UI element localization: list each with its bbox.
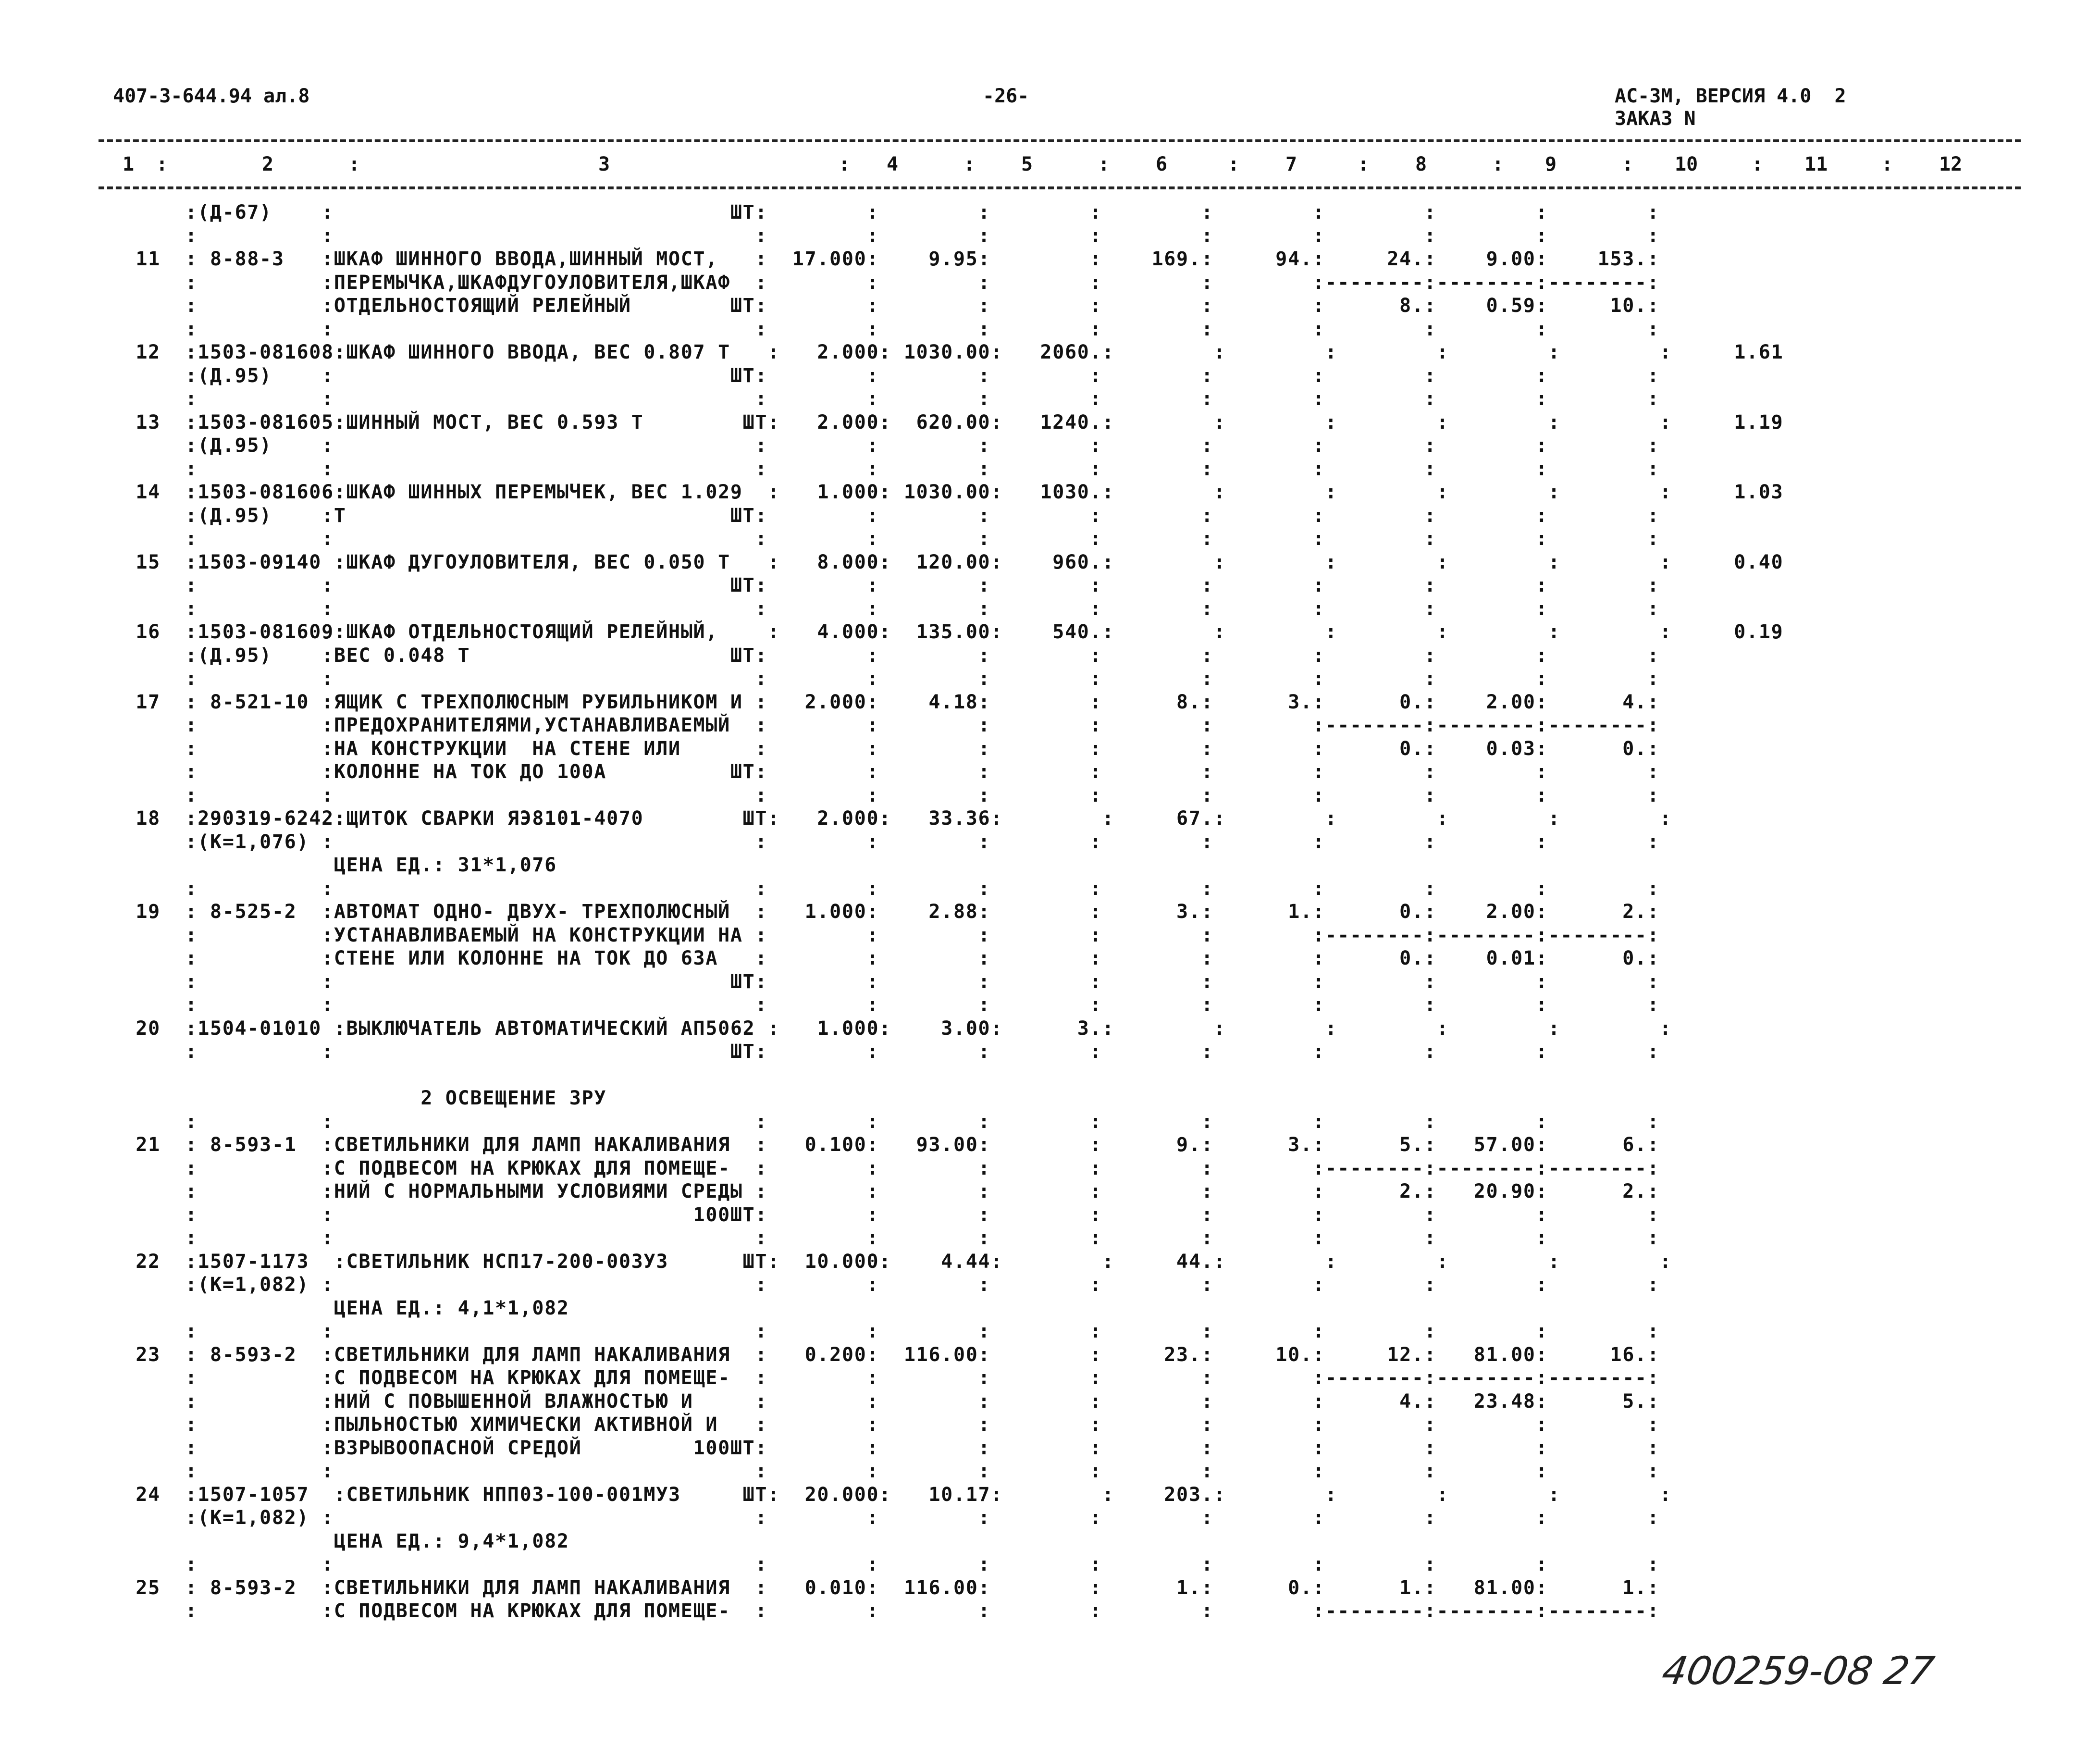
table-line: 13 :1503-081605:ШИННЫЙ МОСТ, ВЕС 0.593 Т ШТ: 2.000: 620.00: 1240.: : : : : : 1.19 (99, 411, 1784, 434)
column-header-9: 9 (1545, 153, 1557, 175)
table-line: :(К=1,082) : : : : : : : : : : (99, 1507, 1660, 1529)
estimate-table-body (99, 201, 1783, 1623)
table-line: : : : : : : : : : : : (99, 388, 1660, 410)
table-line: 21 : 8-593-1 :СВЕТИЛЬНИКИ ДЛЯ ЛАМП НАКАЛИВАНИЯ : 0.100: 93.00: : 9.: 3.: 5.: 57.00: 6.: (99, 1134, 1660, 1156)
column-header-7: 7 (1285, 153, 1297, 175)
column-header-11: 11 (1804, 153, 1828, 175)
table-line: :(К=1,076) : : : : : : : : : : (99, 830, 1660, 853)
table-line: 12 :1503-081608:ШКАФ ШИННОГО ВВОДА, ВЕС 0.807 Т : 2.000: 1030.00: 2060.: : : : : : 1.61 (99, 341, 1784, 363)
column-separator: : (1622, 153, 1634, 175)
table-line: :(Д.95) :ВЕС 0.048 Т ШТ: : : : : : : : : (99, 644, 1660, 667)
column-separator: : (1098, 153, 1110, 175)
table-line: 16 :1503-081609:ШКАФ ОТДЕЛЬНОСТОЯЩИЙ РЕЛЕЙНЫЙ, : 4.000: 135.00: 540.: : : : : : 0.19 (99, 621, 1784, 643)
table-line: : :ОТДЕЛЬНОСТОЯЩИЙ РЕЛЕЙНЫЙ ШТ: : : : : : 8.: 0.59: 10.: (99, 295, 1660, 317)
table-line: : :ПРЕДОХРАНИТЕЛЯМИ,УСТАНАВЛИВАЕМЫЙ : : : : : :--------:--------:--------: (99, 714, 1660, 736)
header-divider-bottom (99, 186, 2021, 189)
table-line: : :НА КОНСТРУКЦИИ НА СТЕНЕ ИЛИ : : : : : : 0.: 0.03: 0.: (99, 737, 1660, 760)
column-header-6: 6 (1156, 153, 1168, 175)
table-line: : : : : : : : : : : : (99, 458, 1660, 480)
column-header-2: 2 (262, 153, 274, 175)
table-line: :(Д.95) : ШТ: : : : : : : : : (99, 364, 1660, 387)
header-divider-top (99, 139, 2021, 142)
table-line: ЦЕНА ЕД.: 31*1,076 (99, 854, 557, 876)
page-number: -26- (983, 85, 1029, 107)
table-line: : :ВЗРЫВООПАСНОЙ СРЕДОЙ 100ШТ: : : : : : : : : (99, 1437, 1660, 1459)
table-line: : : : : : : : : : : : (99, 1553, 1660, 1575)
table-line: : : : : : : : : : : : (99, 877, 1660, 900)
table-line: :(Д.95) :Т ШТ: : : : : : : : : (99, 504, 1660, 527)
table-line: : : : : : : : : : : : (99, 1110, 1660, 1133)
table-line: : : : : : : : : : : : (99, 224, 1660, 247)
column-separator: : (1358, 153, 1370, 175)
table-line: : :УСТАНАВЛИВАЕМЫЙ НА КОНСТРУКЦИИ НА : : : : : :--------:--------:--------: (99, 924, 1660, 946)
table-line: 23 : 8-593-2 :СВЕТИЛЬНИКИ ДЛЯ ЛАМП НАКАЛИВАНИЯ : 0.200: 116.00: : 23.: 10.: 12.: 81.00: 16.: (99, 1343, 1660, 1366)
table-line: : : ШТ: : : : : : : : : (99, 574, 1660, 596)
column-separator: : (348, 153, 360, 175)
column-header-row (99, 153, 2021, 176)
table-line: : :НИЙ С ПОВЫШЕННОЙ ВЛАЖНОСТЬЮ И : : : : : : 4.: 23.48: 5.: (99, 1390, 1660, 1413)
column-header-1: 1 (123, 153, 135, 175)
table-line: ЦЕНА ЕД.: 4,1*1,082 (99, 1297, 569, 1319)
section-title: 2 ОСВЕЩЕНИЕ ЗРУ (99, 1087, 607, 1109)
order-label: ЗАКАЗ N (1615, 108, 1696, 130)
table-line: 25 : 8-593-2 :СВЕТИЛЬНИКИ ДЛЯ ЛАМП НАКАЛИВАНИЯ : 0.010: 116.00: : 1.: 0.: 1.: 81.00: 1.: (99, 1576, 1660, 1599)
table-line: 20 :1504-01010 :ВЫКЛЮЧАТЕЛЬ АВТОМАТИЧЕСКИЙ АП5062 : 1.000: 3.00: 3.: : : : : : (99, 1017, 1672, 1040)
column-header-12: 12 (1939, 153, 1963, 175)
table-line: : :НИЙ С НОРМАЛЬНЫМИ УСЛОВИЯМИ СРЕДЫ : : : : : : 2.: 20.90: 2.: (99, 1180, 1660, 1202)
table-line: : :С ПОДВЕСОМ НА КРЮКАХ ДЛЯ ПОМЕЩЕ- : : : : : :--------:--------:--------: (99, 1157, 1660, 1179)
table-line: 15 :1503-09140 :ШКАФ ДУГОУЛОВИТЕЛЯ, ВЕС 0.050 Т : 8.000: 120.00: 960.: : : : : : 0.40 (99, 551, 1784, 573)
table-line: : : : : : : : : : : : (99, 1460, 1660, 1482)
table-line: 18 :290319-6242:ЩИТОК СВАРКИ ЯЭ8101-4070 ШТ: 2.000: 33.36: : 67.: : : : : (99, 807, 1672, 830)
table-line: : : : : : : : : : : : (99, 668, 1660, 690)
column-separator: : (156, 153, 168, 175)
column-separator: : (1228, 153, 1240, 175)
column-separator: : (1752, 153, 1764, 175)
handwritten-sheet-number: 400259-08 27 (1658, 1648, 1938, 1693)
table-line: :(Д.95) : : : : : : : : : : (99, 434, 1660, 457)
table-line: 17 : 8-521-10 :ЯЩИК С ТРЕХПОЛЮСНЫМ РУБИЛЬНИКОМ И : 2.000: 4.18: : 8.: 3.: 0.: 2.00: 4.: (99, 691, 1660, 713)
table-line: 11 : 8-88-3 :ШКАФ ШИННОГО ВВОДА,ШИННЫЙ МОСТ, : 17.000: 9.95: : 169.: 94.: 24.: 9.00: 153.: (99, 248, 1660, 270)
table-line: : :СТЕНЕ ИЛИ КОЛОННЕ НА ТОК ДО 63А : : : : : : 0.: 0.01: 0.: (99, 947, 1660, 969)
table-line: 19 : 8-525-2 :АВТОМАТ ОДНО- ДВУХ- ТРЕХПОЛЮСНЫЙ : 1.000: 2.88: : 3.: 1.: 0.: 2.00: 2.: (99, 901, 1660, 923)
column-header-8: 8 (1415, 153, 1427, 175)
table-line: :(Д-67) : ШТ: : : : : : : : : (99, 201, 1660, 223)
table-line: 22 :1507-1173 :СВЕТИЛЬНИК НСП17-200-003УЗ ШТ: 10.000: 4.44: : 44.: : : : : (99, 1250, 1672, 1273)
column-header-3: 3 (598, 153, 610, 175)
table-line: : : : : : : : : : : : (99, 597, 1660, 620)
table-line: :(К=1,082) : : : : : : : : : : (99, 1274, 1660, 1296)
doc-code: 407-3-644.94 ал.8 (113, 85, 310, 107)
table-line: : : 100ШТ: : : : : : : : : (99, 1203, 1660, 1226)
table-line: : :ПЫЛЬНОСТЬЮ ХИМИЧЕСКИ АКТИВНОЙ И : : : : : : : : : (99, 1413, 1660, 1436)
table-line: 24 :1507-1057 :СВЕТИЛЬНИК НПП03-100-001МУЗ ШТ: 20.000: 10.17: : 203.: : : : : (99, 1483, 1672, 1506)
table-line: : : ШТ: : : : : : : : : (99, 1041, 1660, 1063)
table-line: : : : : : : : : : : : (99, 1320, 1660, 1342)
column-separator: : (1881, 153, 1893, 175)
table-line (99, 1064, 1783, 1087)
table-line: : :ПЕРЕМЫЧКА,ШКАФДУГОУЛОВИТЕЛЯ,ШКАФ : : : : : :--------:--------:--------: (99, 271, 1660, 294)
table-line: : :С ПОДВЕСОМ НА КРЮКАХ ДЛЯ ПОМЕЩЕ- : : : : : :--------:--------:--------: (99, 1600, 1660, 1622)
table-line: : : : : : : : : : : : (99, 784, 1660, 806)
table-line: : : : : : : : : : : : (99, 528, 1660, 550)
column-separator: : (839, 153, 851, 175)
table-line: : : : : : : : : : : : (99, 994, 1660, 1016)
table-line: ЦЕНА ЕД.: 9,4*1,082 (99, 1530, 569, 1552)
table-line: : : : : : : : : : : : (99, 318, 1660, 340)
table-line: : :С ПОДВЕСОМ НА КРЮКАХ ДЛЯ ПОМЕЩЕ- : : : : : :--------:--------:--------: (99, 1367, 1660, 1389)
column-separator: : (964, 153, 976, 175)
column-header-4: 4 (887, 153, 899, 175)
column-header-10: 10 (1675, 153, 1698, 175)
table-line: : :КОЛОННЕ НА ТОК ДО 100А ШТ: : : : : : : : : (99, 761, 1660, 783)
table-line: : : ШТ: : : : : : : : : (99, 970, 1660, 993)
system-version: АС-3М, ВЕРСИЯ 4.0 2 (1615, 85, 1846, 107)
table-line: 14 :1503-081606:ШКАФ ШИННЫХ ПЕРЕМЫЧЕК, ВЕС 1.029 : 1.000: 1030.00: 1030.: : : : : : 1.03 (99, 481, 1784, 503)
column-separator: : (1492, 153, 1504, 175)
column-header-5: 5 (1021, 153, 1033, 175)
table-line: : : : : : : : : : : : (99, 1227, 1660, 1249)
